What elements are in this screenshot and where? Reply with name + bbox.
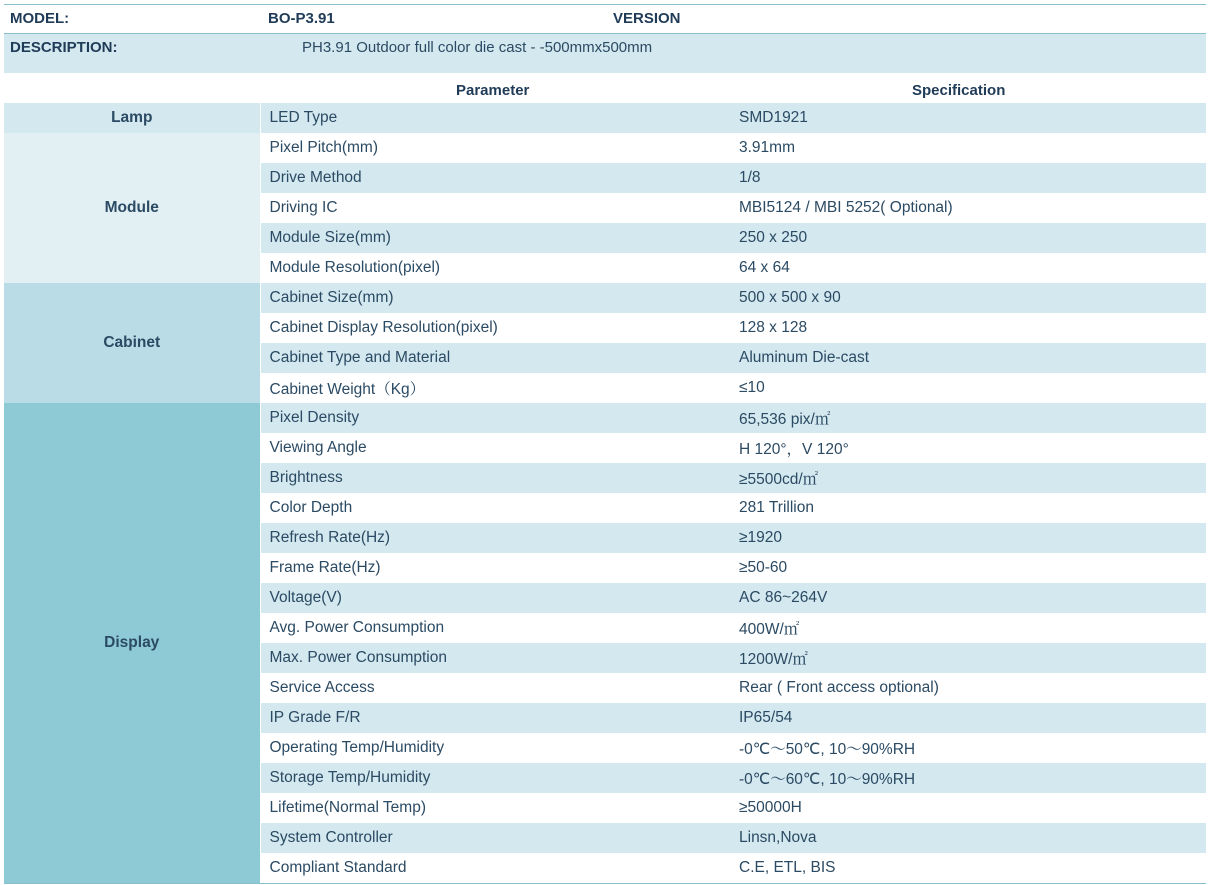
parameter-cell: Cabinet Type and Material	[260, 343, 730, 373]
parameter-cell: Pixel Pitch(mm)	[260, 133, 730, 163]
specification-cell: 500 x 500 x 90	[730, 283, 1206, 313]
table-header-row	[4, 77, 1206, 103]
parameter-cell: Viewing Angle	[260, 433, 730, 463]
specification-cell: 128 x 128	[730, 313, 1206, 343]
model-row	[4, 4, 1206, 34]
specification-cell: 1200W/㎡	[730, 643, 1206, 673]
parameter-cell: Module Resolution(pixel)	[260, 253, 730, 283]
specification-cell: -0℃～60℃, 10～90%RH	[730, 763, 1206, 793]
parameter-cell: LED Type	[260, 103, 730, 133]
parameter-cell: System Controller	[260, 823, 730, 853]
parameter-cell: Cabinet Weight（Kg）	[260, 373, 730, 403]
table-row	[4, 403, 1206, 433]
parameter-cell: IP Grade F/R	[260, 703, 730, 733]
spec-sheet	[4, 4, 1206, 884]
parameter-cell: Service Access	[260, 673, 730, 703]
category-cell: Display	[4, 403, 260, 883]
specification-cell: Rear ( Front access optional)	[730, 673, 1206, 703]
model-value: BO-P3.91	[268, 10, 335, 27]
specification-cell: ≥1920	[730, 523, 1206, 553]
specification-cell: 65,536 pix/㎡	[730, 403, 1206, 433]
specification-cell: H 120°，V 120°	[730, 433, 1206, 463]
specification-cell: 281 Trillion	[730, 493, 1206, 523]
parameter-cell: Color Depth	[260, 493, 730, 523]
parameter-cell: Cabinet Size(mm)	[260, 283, 730, 313]
parameter-cell: Refresh Rate(Hz)	[260, 523, 730, 553]
description-label: DESCRIPTION:	[10, 39, 118, 56]
specification-cell: C.E, ETL, BIS	[730, 853, 1206, 883]
description-value: PH3.91 Outdoor full color die cast - -500mmx500mm	[302, 39, 653, 56]
table-row	[4, 283, 1206, 313]
specification-cell: Linsn,Nova	[730, 823, 1206, 853]
parameter-cell: Brightness	[260, 463, 730, 493]
version-label: VERSION	[613, 10, 681, 27]
parameter-cell: Max. Power Consumption	[260, 643, 730, 673]
specification-cell: AC 86~264V	[730, 583, 1206, 613]
bottom-rule	[4, 883, 1206, 884]
parameter-cell: Cabinet Display Resolution(pixel)	[260, 313, 730, 343]
specification-cell: 400W/㎡	[730, 613, 1206, 643]
table-row	[4, 133, 1206, 163]
category-cell: Lamp	[4, 103, 260, 133]
specification-cell: 64 x 64	[730, 253, 1206, 283]
spec-table-body	[4, 103, 1206, 883]
specification-cell: ≥5500cd/㎡	[730, 463, 1206, 493]
parameter-column-header: Parameter	[260, 77, 730, 103]
spec-table	[4, 77, 1207, 883]
specification-cell: IP65/54	[730, 703, 1206, 733]
parameter-cell: Lifetime(Normal Temp)	[260, 793, 730, 823]
parameter-cell: Avg. Power Consumption	[260, 613, 730, 643]
specification-cell: ≥50000H	[730, 793, 1206, 823]
specification-cell: ≥50-60	[730, 553, 1206, 583]
specification-cell: 250 x 250	[730, 223, 1206, 253]
specification-cell: -0℃～50℃, 10～90%RH	[730, 733, 1206, 763]
specification-cell: 1/8	[730, 163, 1206, 193]
description-row	[4, 34, 1206, 73]
specification-cell: 3.91mm	[730, 133, 1206, 163]
parameter-cell: Driving IC	[260, 193, 730, 223]
parameter-cell: Drive Method	[260, 163, 730, 193]
parameter-cell: Pixel Density	[260, 403, 730, 433]
model-label: MODEL:	[10, 10, 70, 27]
specification-cell: Aluminum Die-cast	[730, 343, 1206, 373]
category-column-header	[4, 77, 260, 103]
parameter-cell: Frame Rate(Hz)	[260, 553, 730, 583]
specification-cell: SMD1921	[730, 103, 1206, 133]
table-row	[4, 103, 1206, 133]
parameter-cell: Operating Temp/Humidity	[260, 733, 730, 763]
category-cell: Cabinet	[4, 283, 260, 403]
specification-column-header: Specification	[730, 77, 1206, 103]
parameter-cell: Compliant Standard	[260, 853, 730, 883]
specification-cell: ≤10	[730, 373, 1206, 403]
parameter-cell: Storage Temp/Humidity	[260, 763, 730, 793]
parameter-cell: Module Size(mm)	[260, 223, 730, 253]
category-cell: Module	[4, 133, 260, 283]
parameter-cell: Voltage(V)	[260, 583, 730, 613]
specification-cell: MBI5124 / MBI 5252( Optional)	[730, 193, 1206, 223]
